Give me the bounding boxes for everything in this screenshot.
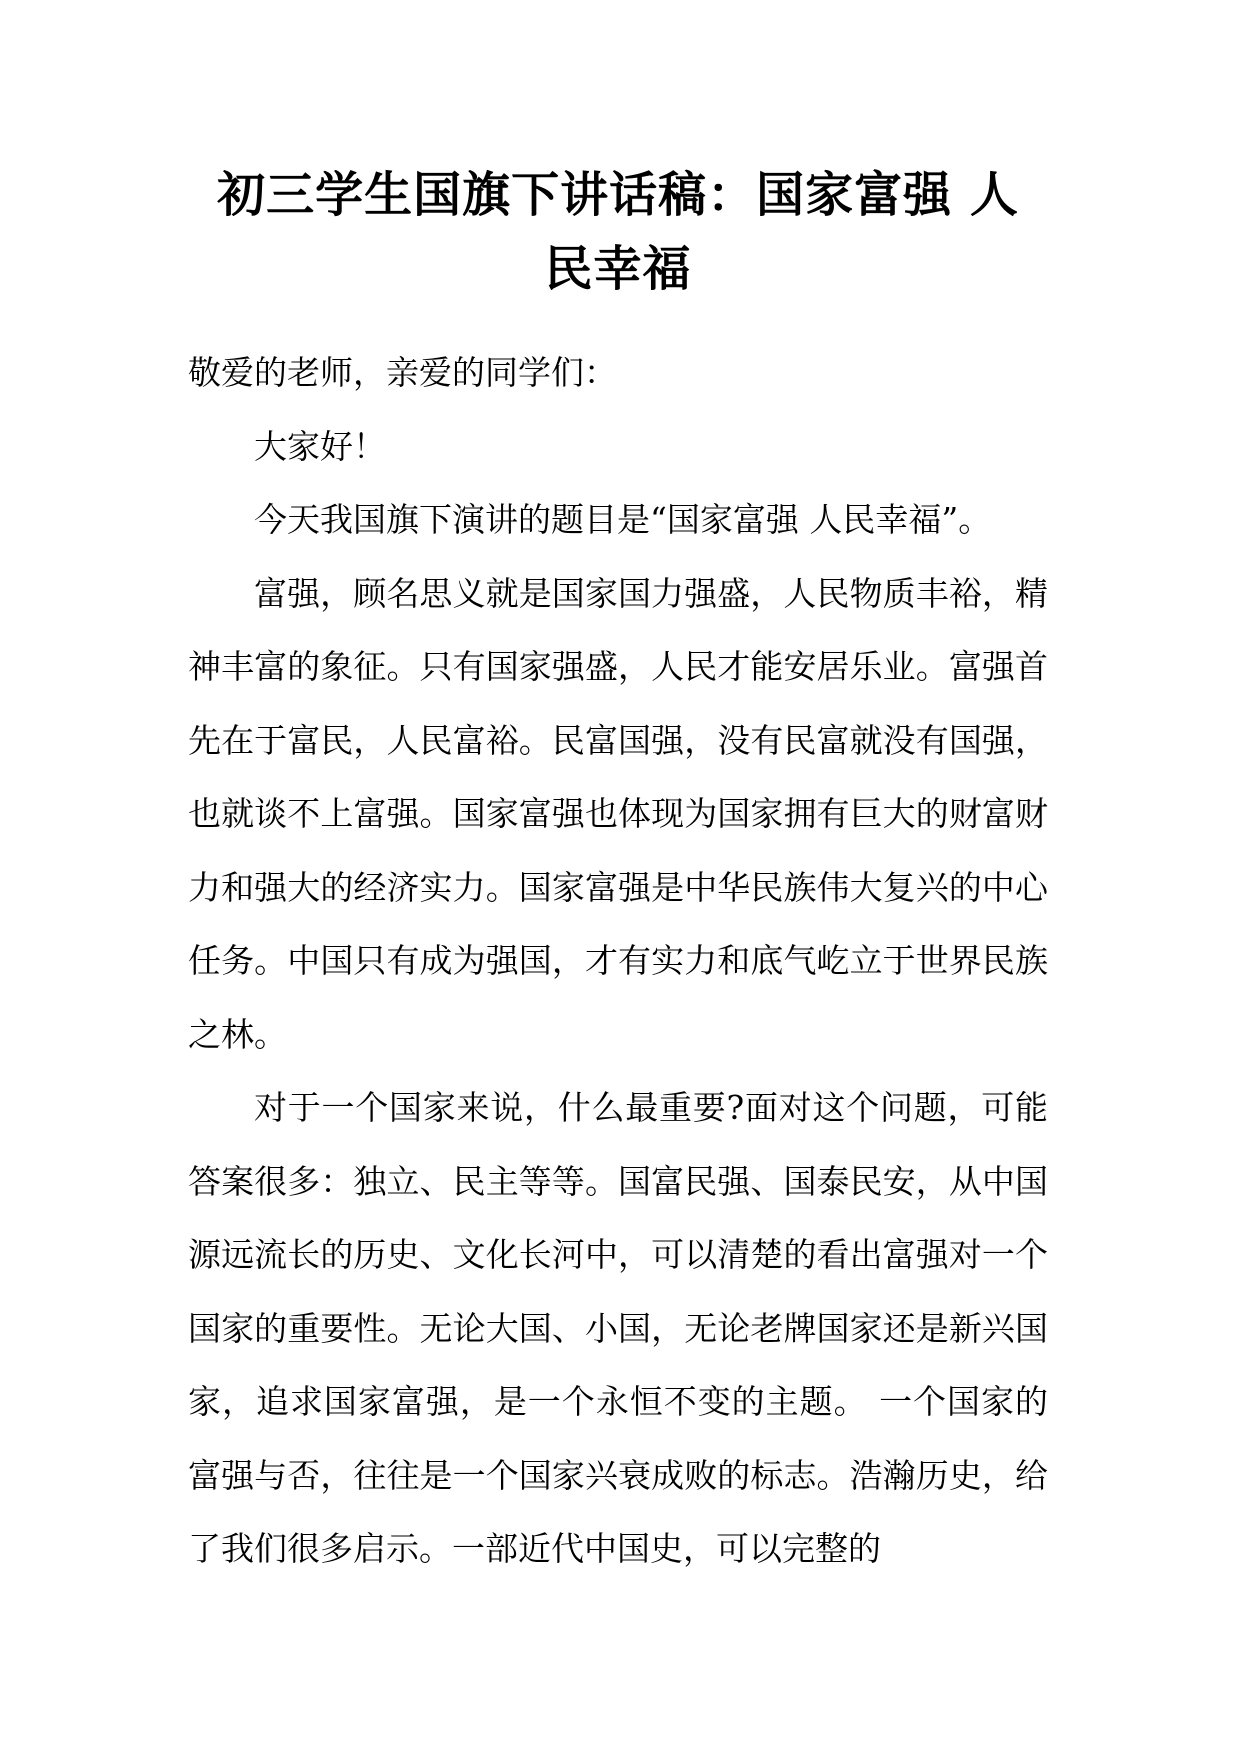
title-line-2: 民幸福: [544, 241, 692, 297]
document-body: [188, 336, 1048, 1586]
greeting-paragraph: 大家好！: [254, 426, 386, 466]
document-title: [188, 158, 1048, 306]
body-paragraph: 对于一个国家来说，什么最重要?面对这个问题，可能答案很多：独立、民主等等。国富民强、国泰民安，从中国源远流长的历史、文化长河中，可以清楚的看出富强对一个国家的重要性。无论大国、小国，无论老牌国家还是新兴国家，追求国家富强，是一个永恒不变的主题。 一个国家的富强与否，往往是一个国家兴衰成败的标志。浩瀚历史，给了我们很多启示。一部近代中国史，可以完整的: [188, 1088, 1048, 1568]
title-line-1: 初三学生国旗下讲话稿：国家富强 人: [217, 167, 1019, 223]
body-paragraph: 富强，顾名思义就是国家国力强盛，人民物质丰裕，精神丰富的象征。只有国家强盛，人民才能安居乐业。富强首先在于富民，人民富裕。民富国强，没有民富就没有国强，也就谈不上富强。国家富强也体现为国家拥有巨大的财富财力和强大的经济实力。国家富强是中华民族伟大复兴的中心任务。中国只有成为强国，才有实力和底气屹立于世界民族之林。: [188, 573, 1048, 1054]
topic-paragraph: 今天我国旗下演讲的题目是“国家富强 人民幸福”。: [254, 500, 992, 539]
salutation-paragraph: 敬爱的老师，亲爱的同学们：: [188, 353, 617, 392]
